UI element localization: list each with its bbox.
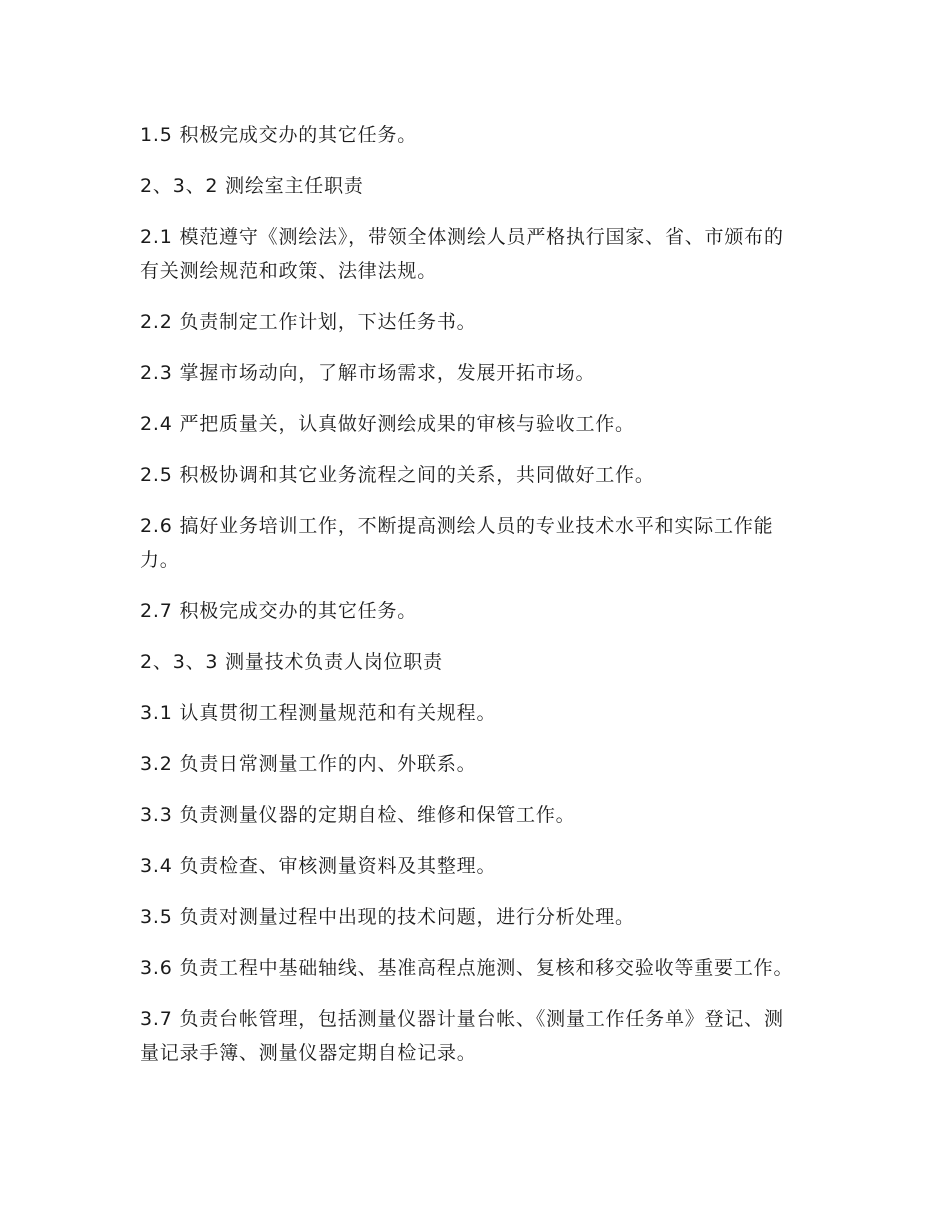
paragraph-2-4: 2.4 严把质量关，认真做好测绘成果的审核与验收工作。 [140, 413, 635, 435]
paragraph-3-6: 3.6 负责工程中基础轴线、基准高程点施测、复核和移交验收等重要工作。 [140, 957, 794, 979]
paragraph-3-2: 3.2 负责日常测量工作的内、外联系。 [140, 753, 477, 775]
paragraph-2-5: 2.5 积极协调和其它业务流程之间的关系，共同做好工作。 [140, 464, 655, 486]
paragraph-3-3: 3.3 负责测量仪器的定期自检、维修和保管工作。 [140, 804, 576, 826]
paragraph-3-5: 3.5 负责对测量过程中出现的技术问题，进行分析处理。 [140, 906, 635, 928]
paragraph-2-2: 2.2 负责制定工作计划，下达任务书。 [140, 311, 477, 333]
paragraph-2-7: 2.7 积极完成交办的其它任务。 [140, 600, 418, 622]
paragraph-2-3: 2.3 掌握市场动向，了解市场需求，发展开拓市场。 [140, 362, 596, 384]
paragraph-2-6: 2.6 搞好业务培训工作，不断提高测绘人员的专业技术水平和实际工作能力。 [140, 515, 774, 571]
paragraph-3-7: 3.7 负责台帐管理，包括测量仪器计量台帐、《测量工作任务单》登记、测量记录手簿、测量仪器定期自检记录。 [140, 1008, 784, 1064]
heading-2-3-2: 2、3、2 测绘室主任职责 [140, 175, 364, 197]
paragraph-3-1: 3.1 认真贯彻工程测量规范和有关规程。 [140, 702, 497, 724]
paragraph-2-1: 2.1 模范遵守《测绘法》，带领全体测绘人员严格执行国家、省、市颁布的有关测绘规范和政策、法律法规。 [140, 226, 784, 282]
paragraph-3-4: 3.4 负责检查、审核测量资料及其整理。 [140, 855, 497, 877]
heading-2-3-3: 2、3、3 测量技术负责人岗位职责 [140, 651, 443, 673]
paragraph-1-5: 1.5 积极完成交办的其它任务。 [140, 124, 418, 146]
